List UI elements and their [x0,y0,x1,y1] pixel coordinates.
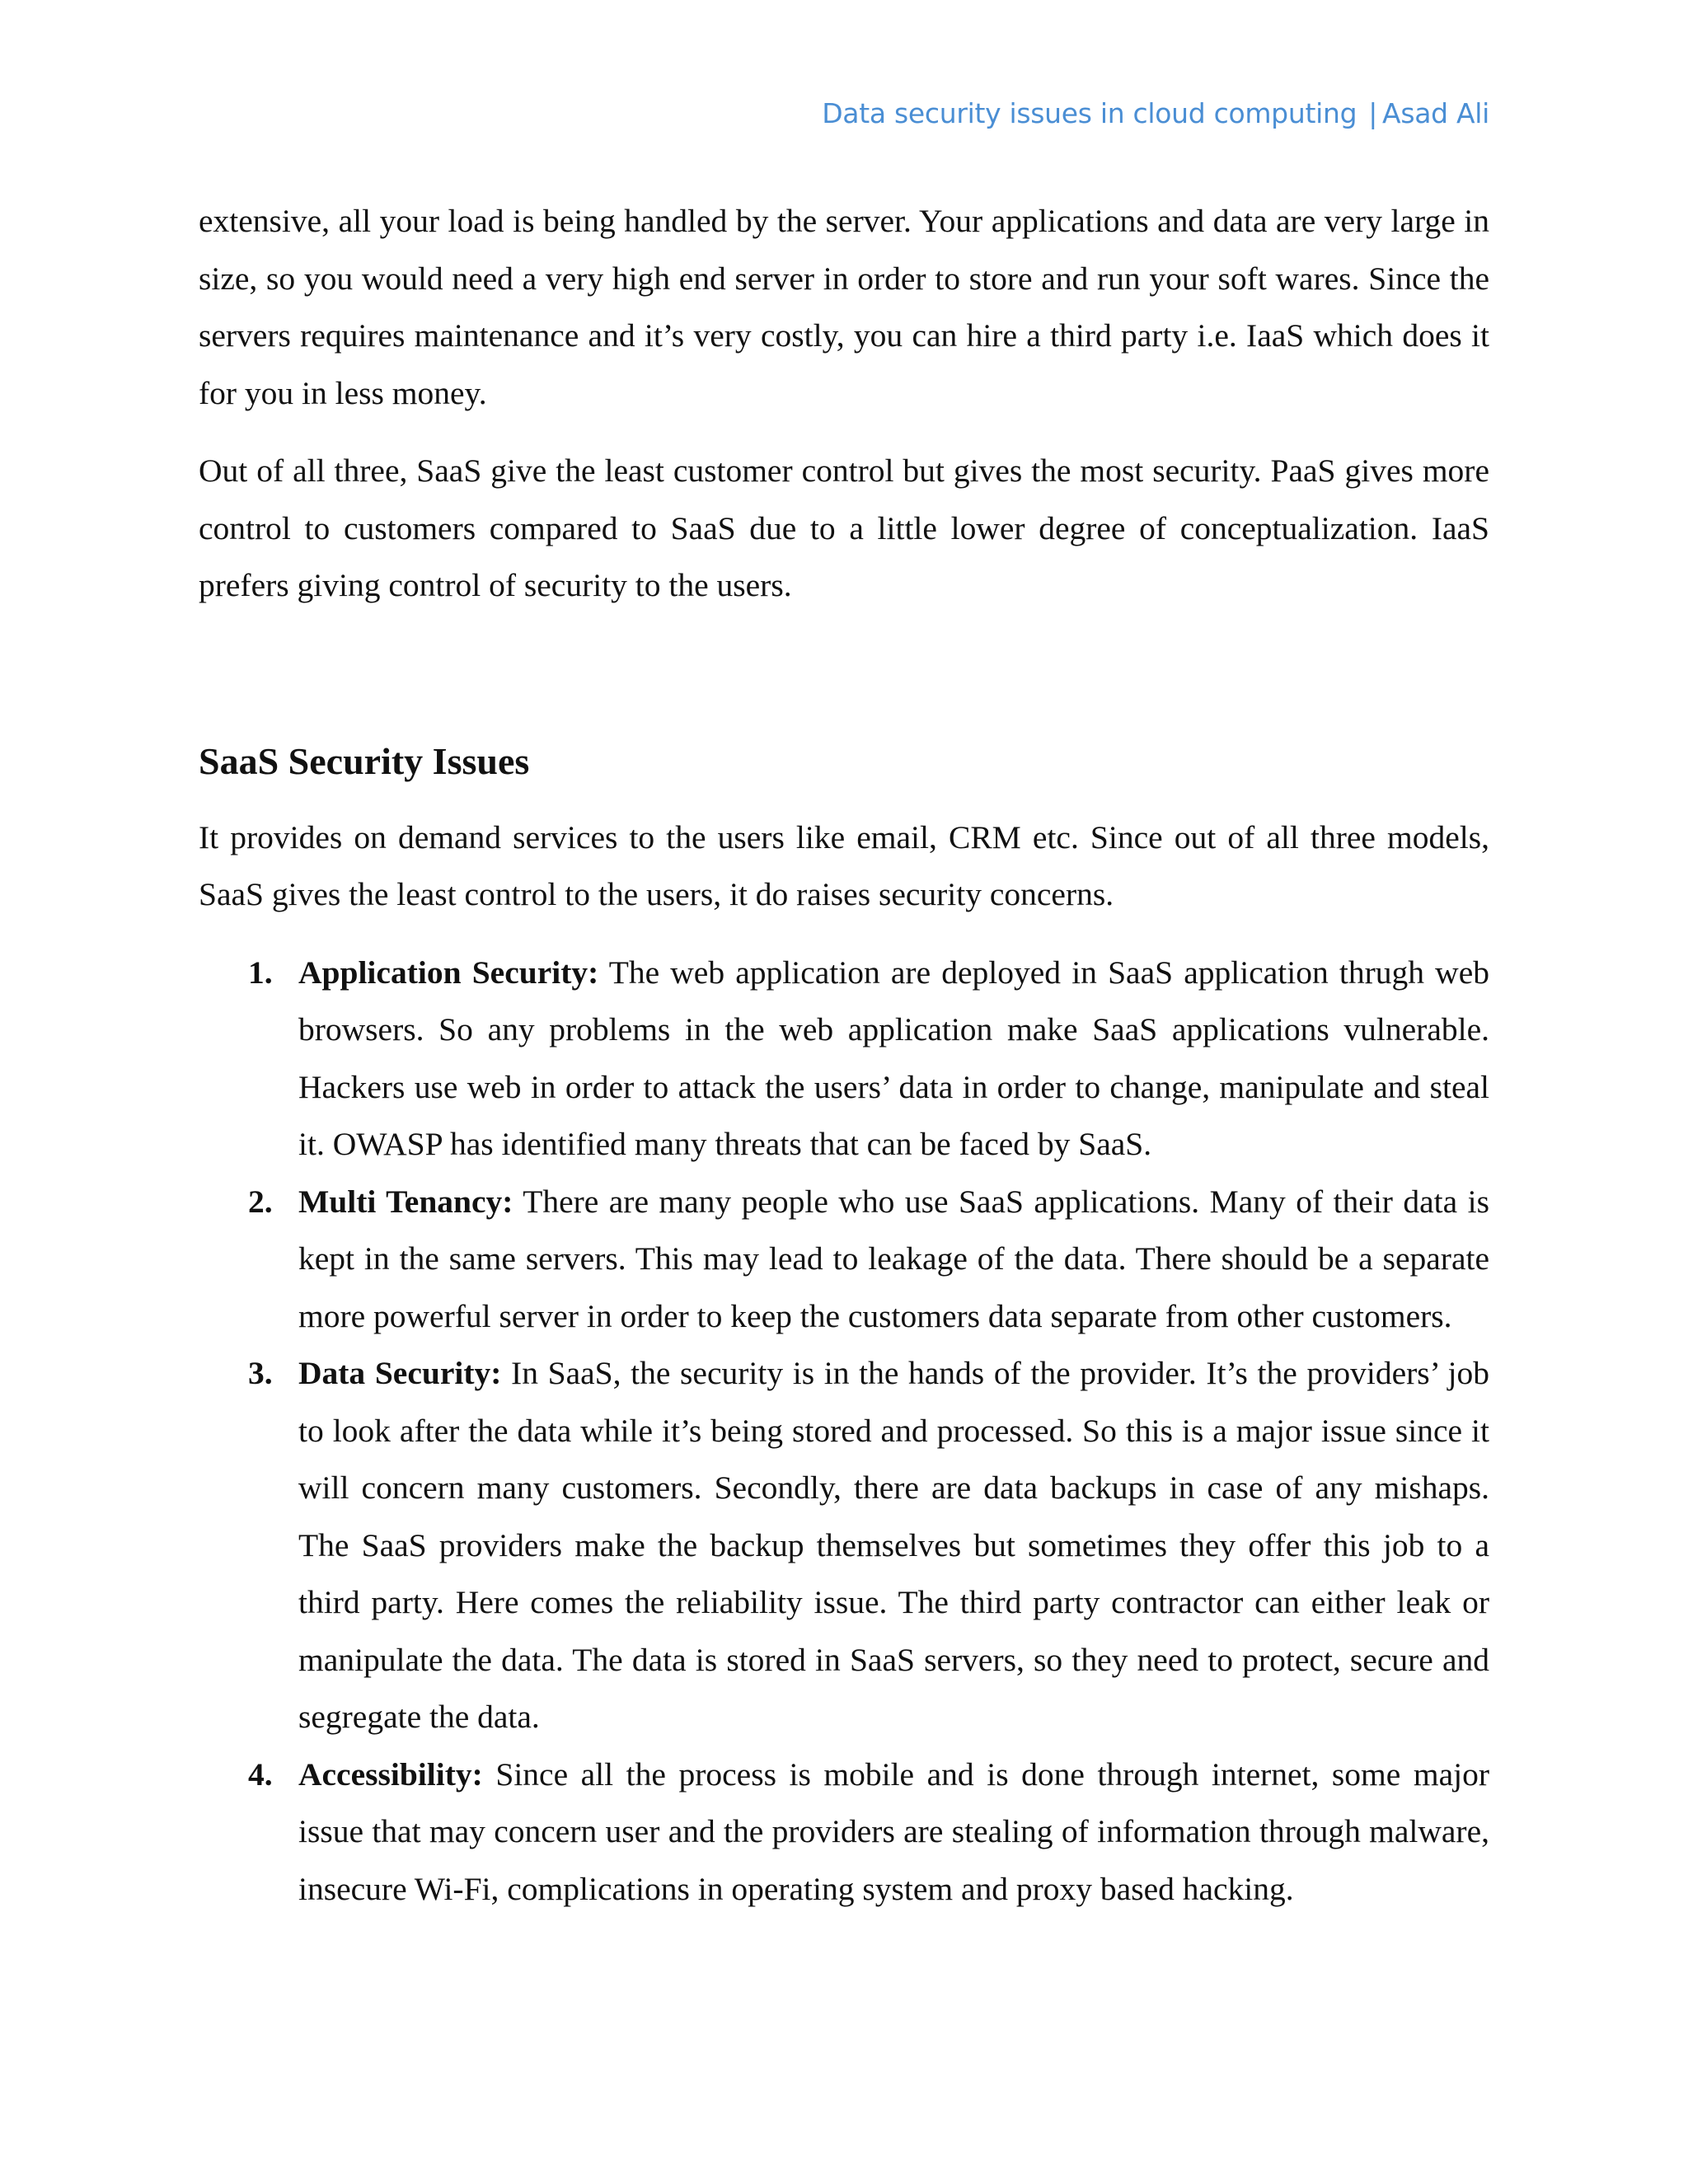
body-paragraph: Out of all three, SaaS give the least customer control but gives the most security. PaaS gives more control to customers compared to SaaS due to a little lower degree of conceptualization. IaaS prefers giving control of security to the users. [199,452,1489,603]
list-item-text: There are many people who use SaaS applications. Many of their data is kept in the same servers. This may lead to leakage of the data. There should be a separate more powerful server in order to keep the customers data separate from other customers. [298,1183,1489,1334]
section-heading: SaaS Security Issues [199,739,530,782]
list-item-number: 3. [248,1355,273,1391]
list-item [199,944,1489,1174]
list-item-text: In SaaS, the security is in the hands of the provider. It’s the providers’ job to look after the data while it’s being stored and processed. So this is a major issue since it will concern many customers. Secondly, there are data backups in case of any mishaps. The SaaS providers make the backup themselves but sometimes they offer this job to a third party. Here comes the reliability issue. The third party contractor can either leak or manipulate the data. The data is stored in SaaS servers, so they need to protect, secure and segregate the data. [298,1355,1489,1735]
header-separator: | [1368,97,1378,129]
issues-list [199,944,1489,1919]
header-author: Asad Ali [1382,97,1489,129]
list-item [199,1345,1489,1746]
list-item-term: Data Security: [298,1355,502,1391]
header-title: Data security issues in cloud computing [822,97,1357,129]
list-item [199,1746,1489,1919]
list-item-term: Application Security: [298,954,599,991]
list-item-term: Multi Tenancy: [298,1183,513,1220]
list-item-number: 2. [248,1183,273,1220]
list-item-number: 1. [248,954,273,991]
body-paragraph: extensive, all your load is being handled by the server. Your applications and data are very large in size, so you would need a very high end server in order to store and run your soft wares. Since the servers requires maintenance and it’s very costly, you can hire a third party i.e. IaaS which does it for you in less money. [199,203,1489,411]
list-item-number: 4. [248,1755,273,1793]
page-header [822,97,1489,129]
list-item-text: Since all the process is mobile and is done through internet, some major issue that may concern user and the providers are stealing of information through malware, insecure Wi-Fi, complications in operating system and proxy based hacking. [298,1755,1489,1907]
list-item [199,1174,1489,1346]
list-item-term: Accessibility: [298,1755,483,1793]
section-intro: It provides on demand services to the users like email, CRM etc. Since out of all three models, SaaS gives the least control to the users, it do raises security concerns. [199,818,1489,912]
document-body [199,193,1489,1918]
list-item-text: The web application are deployed in SaaS application thrugh web browsers. So any problems in the web application make SaaS applications vulnerable. Hackers use web in order to attack the users’ data in order to change, manipulate and steal it. OWASP has identified many threats that can be faced by SaaS. [298,954,1489,1162]
